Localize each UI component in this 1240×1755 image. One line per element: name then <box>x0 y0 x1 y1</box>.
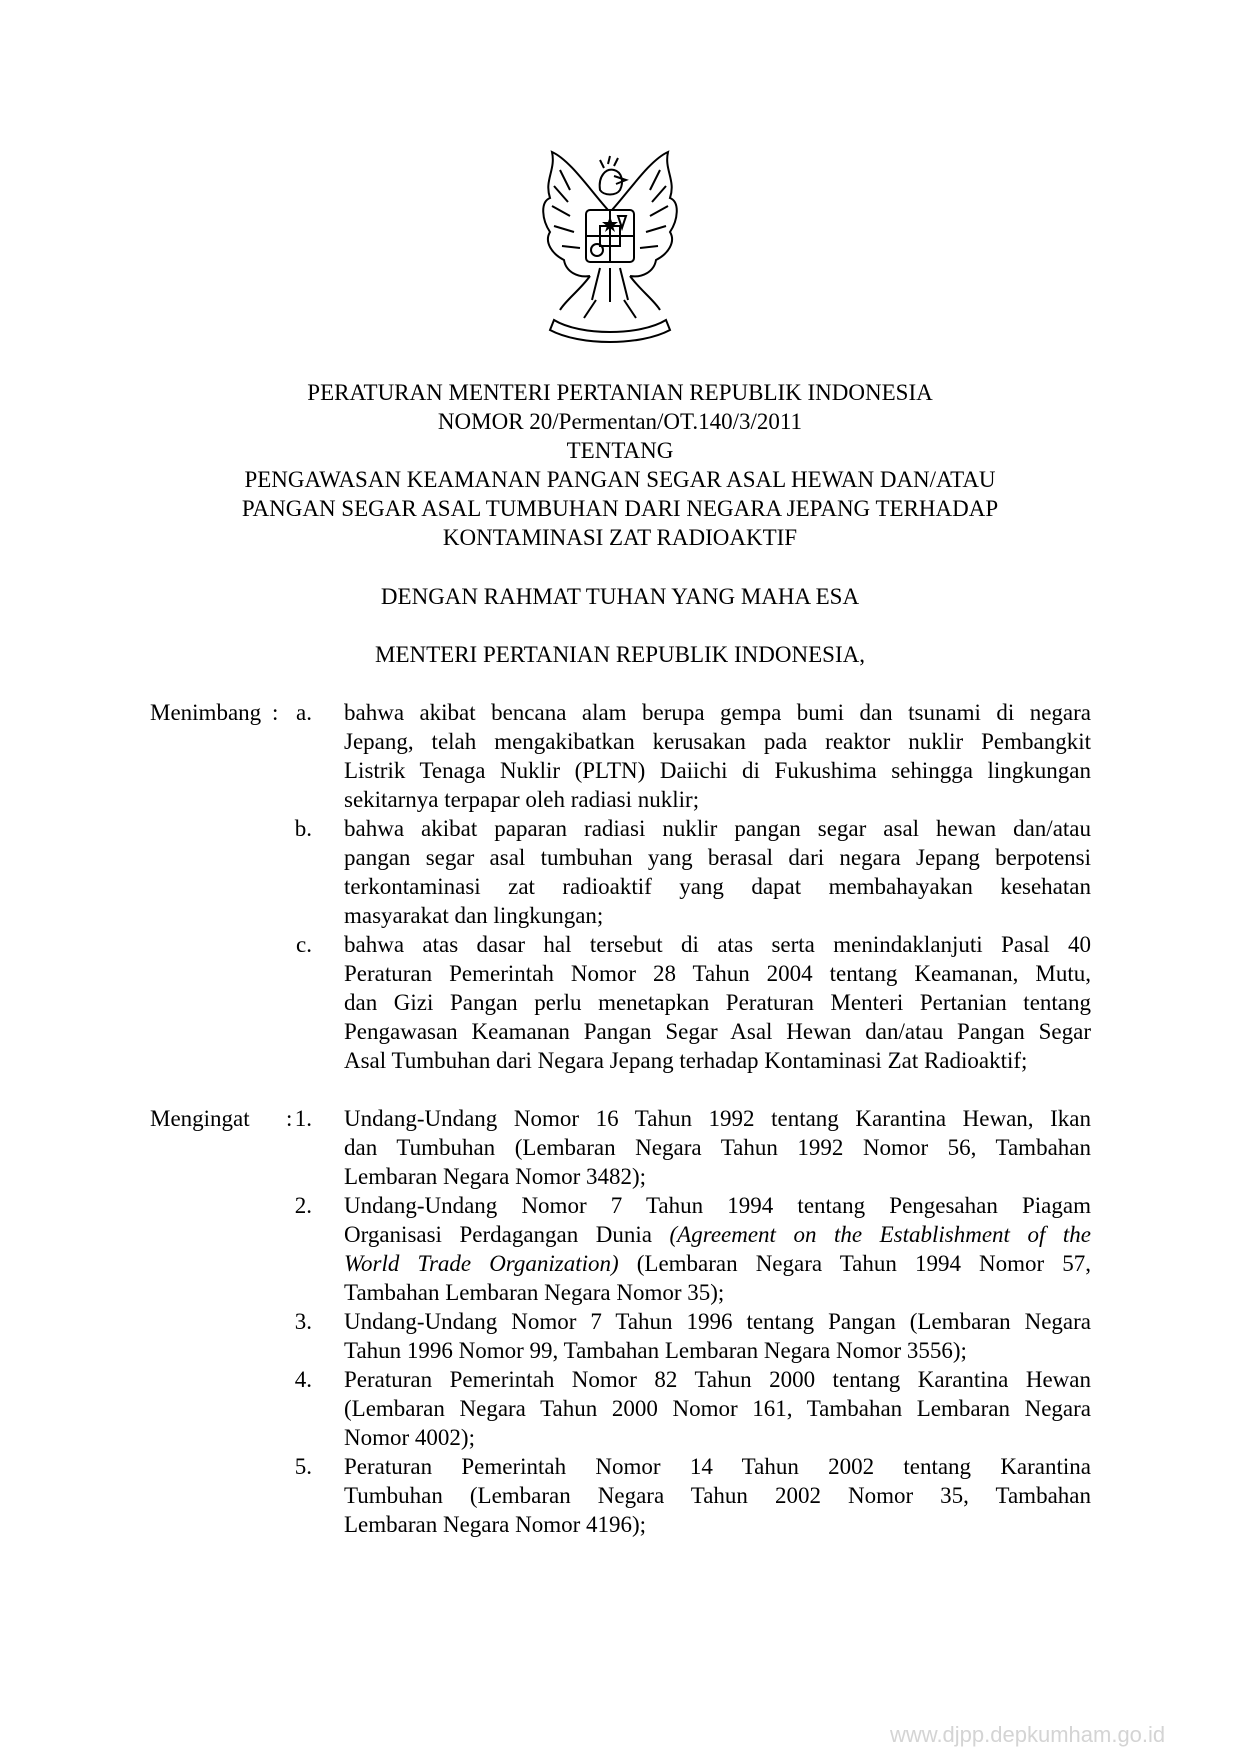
watermark: www.djpp.depkumham.go.id <box>890 1722 1166 1747</box>
mengingat-1-text: Undang-Undang Nomor 16 Tahun 1992 tentang Karantina Hewan, Ikan dan Tumbuhan (Lembaran Negara Tahun 1992 Nomor 56, Tambahan Lembaran Negara Nomor 3482); <box>344 1106 1091 1189</box>
tentang-heading: TENTANG <box>566 438 674 463</box>
mengingat-5-mark: 5. <box>294 1454 312 1479</box>
mengingat-1-mark: 1. <box>294 1106 312 1131</box>
menimbang-a-text: bahwa akibat bencana alam berupa gempa bumi dan tsunami di negara Jepang, telah mengakibatkan kerusakan pada reaktor nuklir Pembangkit Listrik Tenaga Nuklir (PLTN) Daiichi di Fukushima sehingga lingkungan sekitarnya terpapar oleh radiasi nuklir; <box>344 700 1091 812</box>
mengingat-4-mark: 4. <box>294 1367 312 1392</box>
menimbang-a-mark: a. <box>296 700 312 725</box>
mengingat-4-text: Peraturan Pemerintah Nomor 82 Tahun 2000 tentang Karantina Hewan (Lembaran Negara Tahun 2000 Nomor 161, Tambahan Lembaran Negara Nomor 4002); <box>344 1367 1091 1450</box>
subject-line-1: PENGAWASAN KEAMANAN PANGAN SEGAR ASAL HEWAN DAN/ATAU <box>244 467 996 492</box>
menimbang-c-text: bahwa atas dasar hal tersebut di atas serta menindaklanjuti Pasal 40 Peraturan Pemerintah Nomor 28 Tahun 2004 tentang Keamanan, Mutu, dan Gizi Pangan perlu menetapkan Peraturan Menteri Pertanian tentang Pengawasan Keamanan Pangan Segar Asal Hewan dan/atau Pangan Segar Asal Tumbuhan dari Negara Jepang terhadap Kontaminasi Zat Radioaktif; <box>344 932 1091 1073</box>
subject-line-3: KONTAMINASI ZAT RADIOAKTIF <box>442 525 798 550</box>
garuda-emblem <box>530 150 690 350</box>
regulation-number: NOMOR 20/Permentan/OT.140/3/2011 <box>437 409 803 434</box>
regulation-title: PERATURAN MENTERI PERTANIAN REPUBLIK INDONESIA <box>307 380 933 405</box>
mengingat-3-mark: 3. <box>294 1309 312 1334</box>
minister-heading: MENTERI PERTANIAN REPUBLIK INDONESIA, <box>375 642 865 667</box>
menimbang-b-mark: b. <box>294 816 312 841</box>
mengingat-2-mark: 2. <box>294 1193 312 1218</box>
menimbang-b-text: bahwa akibat paparan radiasi nuklir pangan segar asal hewan dan/atau pangan segar asal tumbuhan yang berasal dari negara Jepang berpotensi terkontaminasi zat radioaktif yang dapat membahayakan kesehatan masyarakat dan lingkungan; <box>344 816 1091 928</box>
mengingat-2-text: Undang-Undang Nomor 7 Tahun 1994 tentang Pengesahan Piagam Organisasi Perdagangan Dunia (Agreement on the Establishment of the World Trade Organization) (Lembaran Negara Tahun 1994 Nomor 57, Tambahan Lembaran Negara Nomor 35); <box>344 1193 1091 1305</box>
menimbang-colon: : <box>272 700 279 725</box>
mengingat-colon: : <box>286 1106 293 1131</box>
subject-line-2: PANGAN SEGAR ASAL TUMBUHAN DARI NEGARA JEPANG TERHADAP <box>241 496 999 521</box>
preamble: DENGAN RAHMAT TUHAN YANG MAHA ESA <box>380 584 860 609</box>
menimbang-label: Menimbang <box>150 700 262 725</box>
mengingat-3-text: Undang-Undang Nomor 7 Tahun 1996 tentang Pangan (Lembaran Negara Tahun 1996 Nomor 99, Tambahan Lembaran Negara Nomor 3556); <box>344 1309 1091 1363</box>
mengingat-5-text: Peraturan Pemerintah Nomor 14 Tahun 2002 tentang Karantina Tumbuhan (Lembaran Negara Tahun 2002 Nomor 35, Tambahan Lembaran Negara Nomor 4196); <box>344 1454 1091 1537</box>
mengingat-label: Mengingat <box>150 1106 250 1131</box>
menimbang-c-mark: c. <box>296 932 312 957</box>
